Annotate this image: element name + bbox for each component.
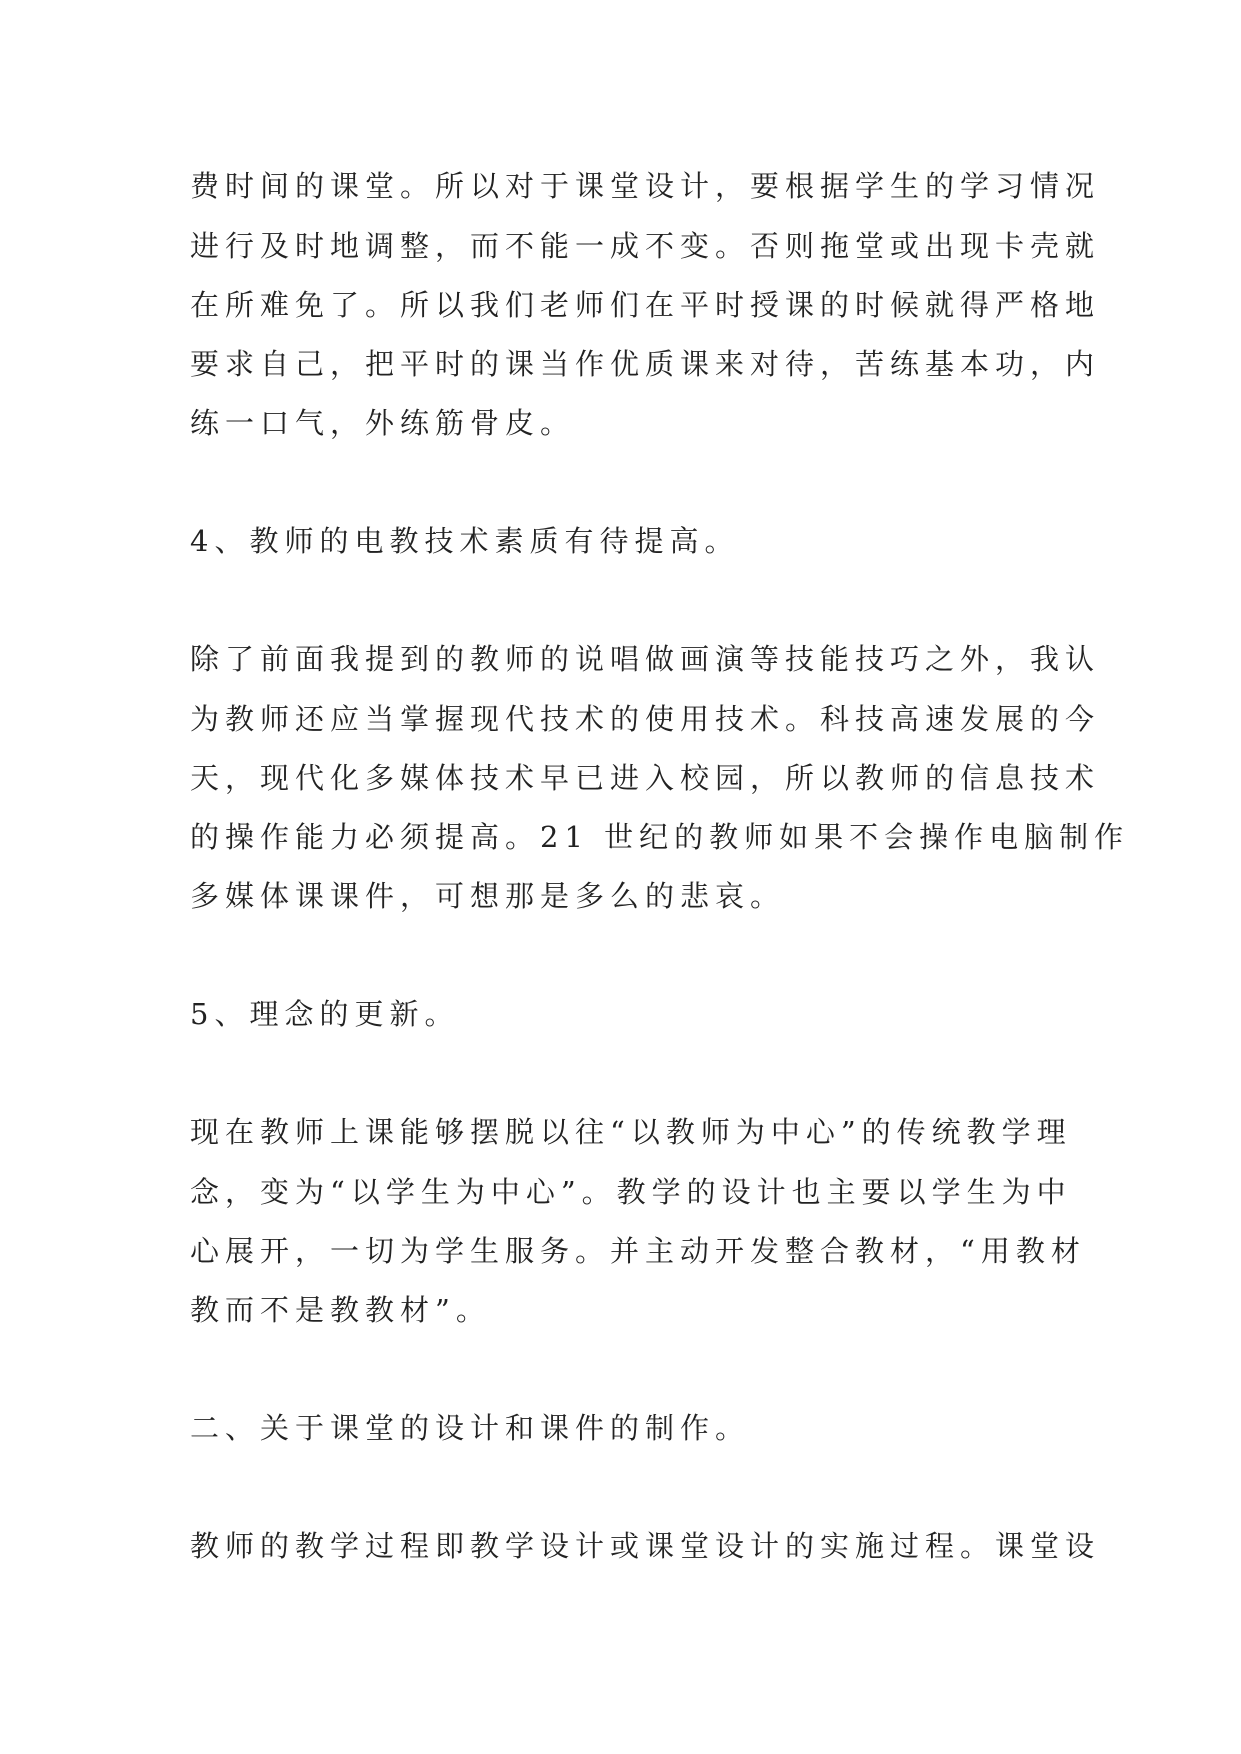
paragraph-1-line-2: 进行及时地调整，而不能一成不变。否则拖堂或出现卡壳就 — [190, 229, 1101, 263]
section-heading-two: 二、关于课堂的设计和课件的制作。 — [190, 1411, 751, 1445]
paragraph-2-line-2: 为教师还应当掌握现代技术的使用技术。科技高速发展的今 — [190, 702, 1101, 736]
paragraph-4-line-1: 教师的教学过程即教学设计或课堂设计的实施过程。课堂设 — [190, 1529, 1101, 1563]
paragraph-1-line-1: 费时间的课堂。所以对于课堂设计，要根据学生的学习情况 — [190, 169, 1101, 203]
paragraph-1-line-4: 要求自己，把平时的课当作优质课来对待，苦练基本功，内 — [190, 347, 1101, 381]
paragraph-3-line-3: 心展开，一切为学生服务。并主动开发整合教材，“用教材 — [190, 1234, 1086, 1268]
paragraph-3-line-2: 念，变为“以学生为中心”。教学的设计也主要以学生为中 — [190, 1175, 1072, 1209]
section-heading-5: 5、理念的更新。 — [190, 997, 460, 1031]
paragraph-3-line-4: 教而不是教教材”。 — [190, 1293, 491, 1327]
section-heading-4: 4、教师的电教技术素质有待提高。 — [190, 524, 740, 558]
paragraph-2-line-4: 的操作能力必须提高。21 世纪的教师如果不会操作电脑制作 — [190, 820, 1130, 854]
paragraph-3-line-1: 现在教师上课能够摆脱以往“以教师为中心”的传统教学理 — [190, 1115, 1072, 1149]
paragraph-2-line-3: 天，现代化多媒体技术早已进入校园，所以教师的信息技术 — [190, 761, 1101, 795]
paragraph-2-line-1: 除了前面我提到的教师的说唱做画演等技能技巧之外，我认 — [190, 642, 1101, 676]
paragraph-1-line-3: 在所难免了。所以我们老师们在平时授课的时候就得严格地 — [190, 288, 1101, 322]
paragraph-2-line-5: 多媒体课课件，可想那是多么的悲哀。 — [190, 879, 786, 913]
paragraph-1-line-5: 练一口气，外练筋骨皮。 — [190, 406, 576, 440]
